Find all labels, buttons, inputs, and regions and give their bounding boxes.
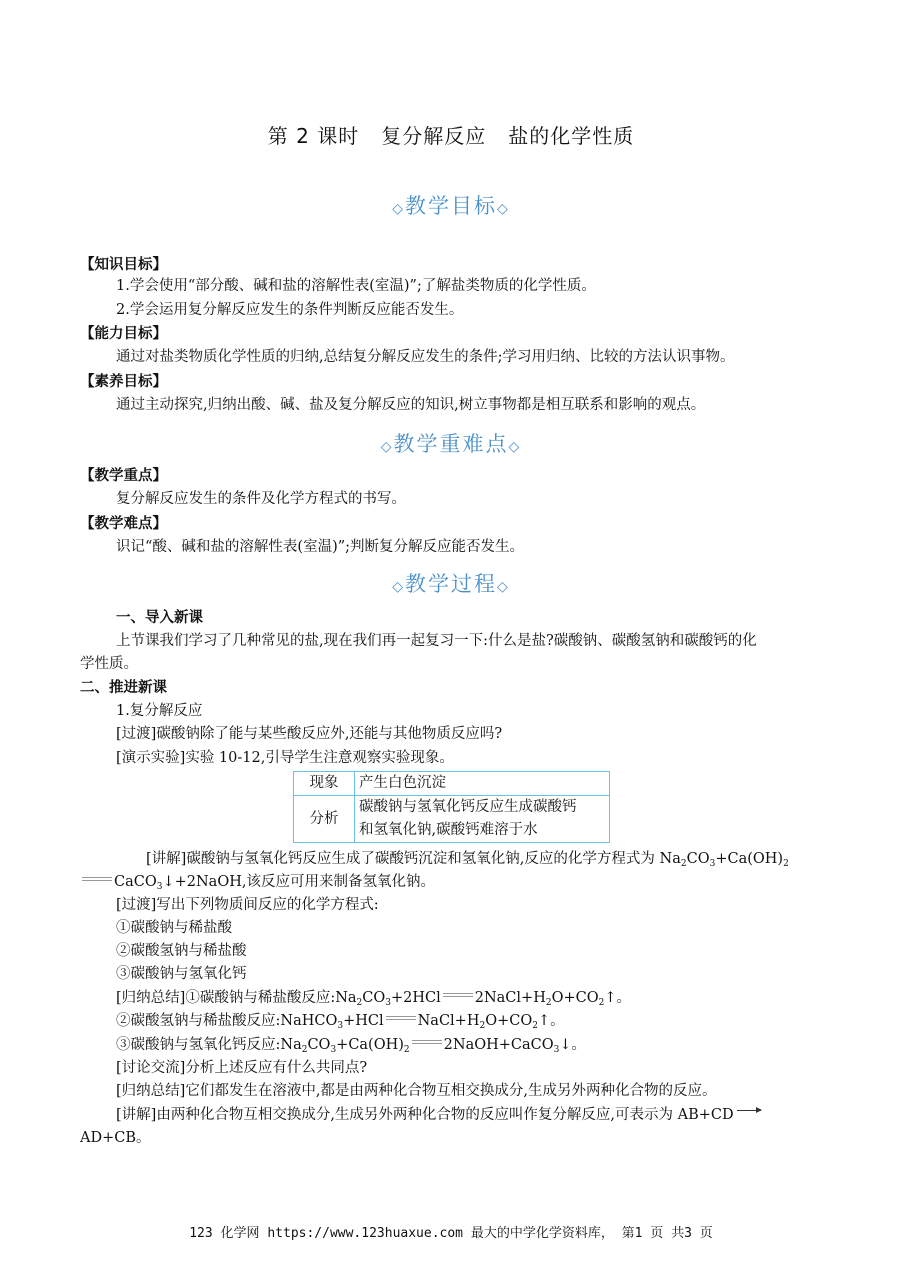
para-explanation-2: CaCO$_3$↓+2NaOH,该反应可用来制备氢氧化钠。	[80, 871, 435, 898]
diamond-icon: ◇	[380, 439, 394, 455]
table-cell-value: 产生白色沉淀	[355, 772, 610, 796]
step-2-heading: 二、推进新课	[80, 680, 167, 696]
table-row	[294, 772, 610, 796]
equals-sign-icon	[443, 993, 473, 997]
page-title	[0, 120, 902, 149]
literacy-goal-tag: 【素养目标】	[80, 374, 167, 390]
ability-goal-1: 通过对盐类物质化学性质的归纳,总结复分解反应发生的条件;学习用归纳、比较的方法认识事物。	[116, 349, 735, 365]
list-item: ③碳酸钠与氢氧化钙	[116, 966, 247, 982]
lesson-number: 第 2 课时	[267, 124, 360, 148]
para-transition-1: [过渡]碳酸钠除了能与某些酸反应外,还能与其他物质反应吗?	[116, 726, 503, 742]
knowledge-goal-2: 2.学会运用复分解反应发生的条件判断反应能否发生。	[116, 302, 464, 318]
knowledge-goal-tag: 【知识目标】	[80, 257, 167, 273]
equals-sign-icon	[386, 1016, 416, 1020]
teaching-focus-1: 复分解反应发生的条件及化学方程式的书写。	[116, 491, 406, 507]
para-demo-experiment: [演示实验]实验 10-12,引导学生注意观察实验现象。	[116, 750, 454, 766]
literacy-goal-1: 通过主动探究,归纳出酸、碱、盐及复分解反应的知识,树立事物都是相互联系和影响的观点。	[116, 397, 706, 413]
step-1-text-line1: 上节课我们学习了几种常见的盐,现在我们再一起复习一下:什么是盐?碳酸钠、碳酸氢钠和碳酸钙的化	[116, 633, 757, 649]
diamond-icon: ◇	[392, 201, 405, 217]
teaching-focus-tag: 【教学重点】	[80, 468, 167, 484]
section-heading-key-points: ◇教学重难点◇	[380, 432, 522, 456]
teaching-difficulty-tag: 【教学难点】	[80, 516, 167, 532]
equation-3: ③碳酸钠与氢氧化钙反应$:Na_2CO_3+Ca(OH)_2$ 2NaOH+CaCO$_3$↓。	[116, 1037, 587, 1055]
list-item: ①碳酸钠与稀盐酸	[116, 920, 232, 936]
diamond-icon: ◇	[497, 201, 510, 217]
knowledge-goal-1: 1.学会使用“部分酸、碱和盐的溶解性表(室温)”;了解盐类物质的化学性质。	[116, 278, 596, 294]
equals-sign-icon	[82, 877, 112, 881]
lesson-topic-2: 盐的化学性质	[508, 124, 635, 148]
page-footer: 123 化学网 https://www.123huaxue.com 最大的中学化学资料库， 第1 页 共3 页	[189, 1226, 713, 1241]
lesson-topic-1: 复分解反应	[381, 124, 487, 148]
diamond-icon: ◇	[392, 579, 405, 595]
step-1-heading: 一、导入新课	[116, 610, 203, 626]
para-transition-2: [过渡]写出下列物质间反应的化学方程式:	[116, 897, 379, 913]
section-heading-process: ◇教学过程◇	[392, 572, 510, 596]
para-summary: [归纳总结]它们都发生在溶液中,都是由两种化合物互相交换成分,生成另外两种化合物的反应。	[116, 1083, 717, 1099]
diamond-icon: ◇	[508, 439, 522, 455]
para-explanation-4: AD+CB。	[80, 1130, 151, 1146]
para-explanation-3: [讲解]由两种化合物互相交换成分,生成另外两种化合物的反应叫作复分解反应,可表示为 AB+CD	[116, 1104, 761, 1126]
arrow-right-icon	[737, 1110, 761, 1111]
section-heading-goals: ◇教学目标◇	[392, 194, 510, 218]
para-double-decomposition: 1.复分解反应	[116, 703, 203, 719]
para-discussion: [讨论交流]分析上述反应有什么共同点?	[116, 1060, 368, 1076]
equals-sign-icon	[412, 1040, 442, 1044]
diamond-icon: ◇	[497, 579, 510, 595]
list-item: ②碳酸氢钠与稀盐酸	[116, 943, 247, 959]
experiment-table	[293, 771, 610, 843]
table-cell-label: 分析	[294, 796, 355, 843]
para-explanation-1: [讲解]碳酸钠与氢氧化钙反应生成了碳酸钙沉淀和氢氧化钠,反应的化学方程式为 $Na_2CO_3+Ca(OH)_2$	[146, 851, 789, 869]
table-row	[294, 796, 610, 843]
equation-1: [归纳总结]①碳酸钠与稀盐酸反应$:Na_2CO_3+2HCl$ $2NaCl+H_2O+CO_2↑$。	[116, 990, 631, 1008]
step-1-text-line2: 学性质。	[80, 656, 138, 672]
ability-goal-tag: 【能力目标】	[80, 326, 167, 342]
equation-2: ②碳酸氢钠与稀盐酸反应:NaHCO$_3$+HCl $NaCl+H_2O+CO_2↑$。	[116, 1013, 565, 1031]
table-cell-value: 碳酸钠与氢氧化钙反应生成碳酸钙 和氢氧化钠,碳酸钙难溶于水	[355, 796, 610, 843]
table-cell-label: 现象	[294, 772, 355, 796]
teaching-difficulty-1: 识记“酸、碱和盐的溶解性表(室温)”;判断复分解反应能否发生。	[116, 539, 525, 555]
